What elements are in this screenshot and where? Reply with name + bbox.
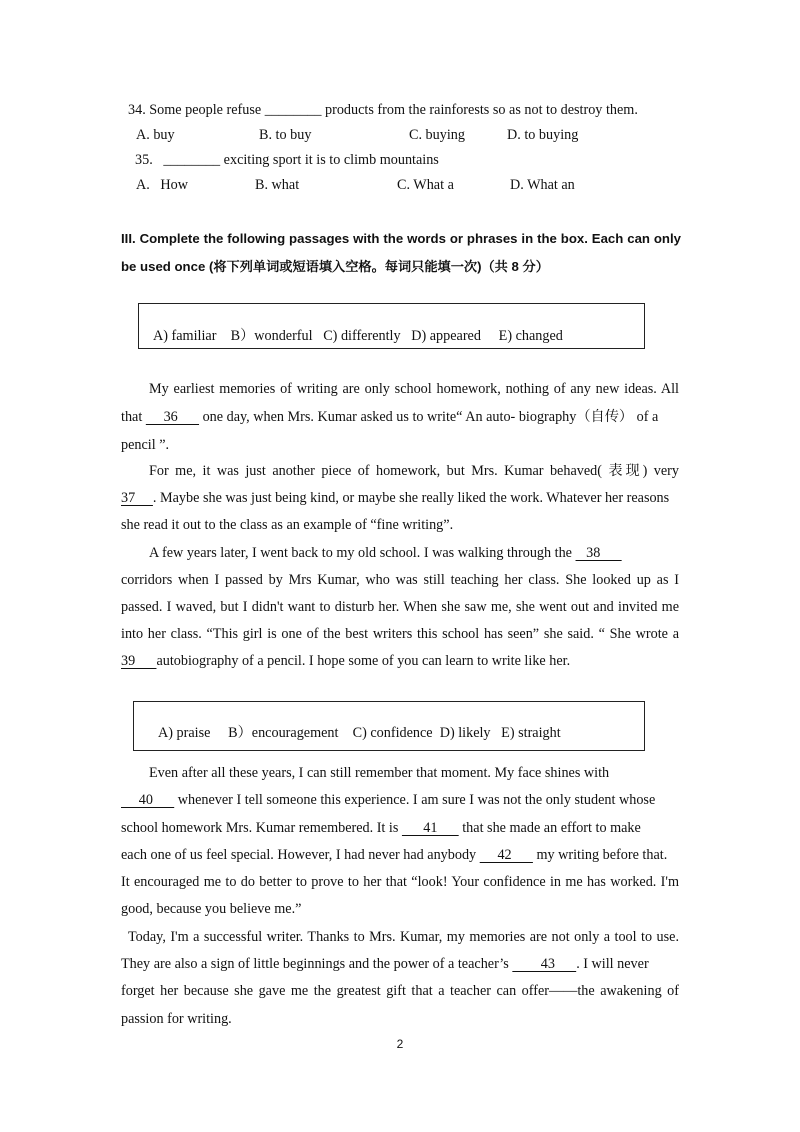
box-item: C) confidence [352,725,433,741]
option-35-b: B. what [255,177,300,193]
passage-line: 39 autobiography of a pencil. I hope some of you can learn to write like her. [121,653,571,669]
option-34-d: D. to buying [507,127,579,143]
box-item: D) likely [439,725,491,741]
answer-blank: ________ [264,102,322,118]
section-heading: III. Complete the following passages with the words or phrases in the box. Each can only be used once (将下列单词或短语填入空格。每词只能填一次)（共 8 分） [121,231,681,274]
answer-blank-41: 41 [401,820,459,836]
passage-line: good, because you believe me.” [121,901,302,917]
option-34-b: B. to buy [259,127,312,143]
answer-blank-36: 36 [145,409,200,425]
passage-line: passion for writing. [121,1011,232,1027]
passage-line: For me, it was just another piece of homework, but Mrs. Kumar behaved( 表现) very [149,463,679,479]
passage-line: They are also a sign of little beginnings and the power of a teacher’s 43 . I will never [121,956,649,972]
word-box-2 [133,701,645,751]
box-item: E) straight [501,725,561,741]
passage-line: My earliest memories of writing are only school homework, nothing of any new ideas. All [149,381,679,397]
answer-blank-43: 43 [512,956,577,972]
passage-line: passed. I waved, but I didn't want to disturb her. When she saw me, she went out and invited me [121,599,679,615]
option-35-d: D. What an [510,177,575,193]
box-item: A) praise [158,725,211,741]
passage-line: It encouraged me to do better to prove to her that “look! Your confidence in me has worked. I'm [121,874,679,890]
box-item: E) changed [498,328,563,344]
question-35-stem: 35. ________ exciting sport it is to climb mountains [135,152,439,168]
passage-line: into her class. “This girl is one of the best writers this school has seen” she said. “ She wrote a [121,626,679,642]
answer-blank-40: 40 [121,792,175,808]
question-34-stem: 34. Some people refuse ________ products from the rainforests so as not to destroy them. [128,102,638,118]
box-item: D) appeared [411,328,481,344]
passage-line: each one of us feel special. However, I had never had anybody 42 my writing before that. [121,847,668,863]
answer-blank-39: 39 [121,653,157,669]
box-item: B）encouragement [228,725,339,741]
box-item: A) familiar [153,328,217,344]
option-34-a: A. buy [136,127,175,143]
word-box-1 [138,303,645,349]
answer-blank-42: 42 [479,847,533,863]
answer-blank: ________ [163,152,221,168]
passage-line: forget her because she gave me the greatest gift that a teacher can offer——the awakening of [121,983,679,999]
answer-blank-37: 37 [121,490,153,506]
passage-line: school homework Mrs. Kumar remembered. It is 41 that she made an effort to make [121,820,641,836]
option-35-c: C. What a [397,177,454,193]
passage-line: Today, I'm a successful writer. Thanks to Mrs. Kumar, my memories are not only a tool to use. [128,929,679,945]
answer-blank-38: 38 [575,545,622,561]
box-item: B）wonderful [230,328,313,344]
passage-line: A few years later, I went back to my old school. I was walking through the 38 [149,545,622,561]
option-34-c: C. buying [409,127,465,143]
option-35-a: A. How [136,177,189,193]
passage-line: pencil ”. [121,437,170,453]
passage-line: she read it out to the class as an example of “fine writing”. [121,517,454,533]
passage-line: 40 whenever I tell someone this experience. I am sure I was not the only student whose [121,792,656,808]
passage-line: Even after all these years, I can still remember that moment. My face shines with [149,765,610,781]
page-number: 2 [396,1037,404,1051]
box-item: C) differently [323,328,401,344]
passage-line: 37 . Maybe she was just being kind, or maybe she really liked the work. Whatever her reasons [121,490,670,506]
passage-line: corridors when I passed by Mrs Kumar, who was still teaching her class. She looked up as I [121,572,679,588]
passage-line: that 36 one day, when Mrs. Kumar asked us to write“ An auto- biography（自传） of a [121,409,659,425]
